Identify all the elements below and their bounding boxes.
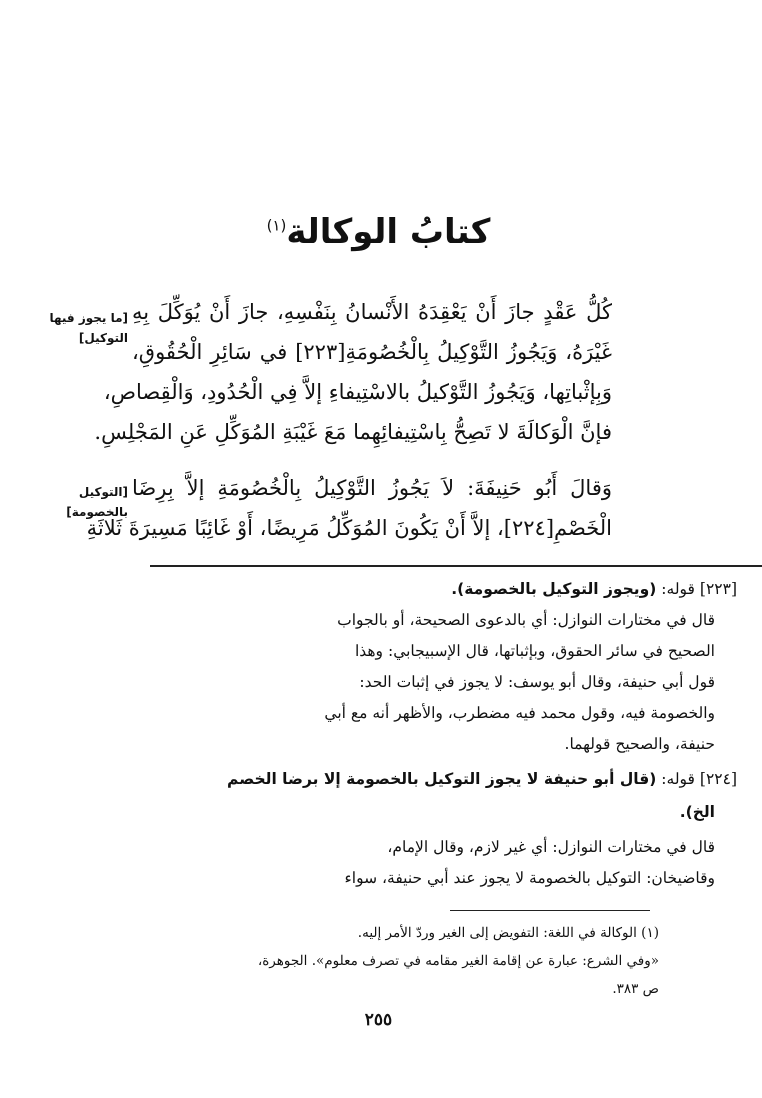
- footnote-ref: (١): [266, 216, 287, 235]
- commentary-heading: [٢٢٣] قوله: (ويجوز التوكيل بالخصومة).: [451, 580, 737, 598]
- margin-note-1: [ما يجوز فيها التوكيل]: [49, 311, 128, 345]
- footnote-line: (١) الوكالة في اللغة: التفويض إلى الغير وردّ الأمر إليه.: [357, 925, 659, 941]
- chapter-title: كتابُ الوكالة$^{(١)}$: [266, 212, 491, 252]
- commentary-line: قال في مختارات النوازل: أي بالدعوى الصحيحة، أو بالجواب: [337, 611, 715, 629]
- footnote-line: ص ٣٨٣.: [612, 981, 659, 997]
- commentary-line: الصحيح في سائر الحقوق، وبإثباتها، قال الإسبيجابي: وهذا: [354, 642, 715, 660]
- commentary-line: حنيفة، والصحيح قولهما.: [564, 735, 715, 753]
- main-text-line: الْخَصْمِ[٢٢٤]، إلاَّ أَنْ يَكُونَ المُوَكِّلُ مَرِيضًا، أَوْ غَائِبًا مَسِيرَةَ ثَلاثَةِ: [86, 516, 612, 540]
- main-text-line: وَقالَ أَبُو حَنِيفَةَ: لاَ يَجُوزُ التَّوْكِيلُ بِالْخُصُومَةِ إلاَّ بِرِضَا: [132, 476, 612, 500]
- footnote-line: «وفي الشرع: عبارة عن إقامة الغير مقامه في تصرف معلوم». الجوهرة،: [257, 953, 659, 969]
- main-text-line: غَيْرَهُ، وَيَجُوزُ التَّوْكِيلُ بِالْخُصُومَةِ[٢٢٣] في سَائِرِ الْحُقُوقِ،: [132, 340, 612, 364]
- main-text-line: فإنَّ الْوَكالَةَ لا تَصِحُّ بِاسْتِيفائِهِما مَعَ غَيْبَةِ المُوَكِّلِ عَنِ المَجْلِسِ.: [94, 420, 612, 444]
- commentary-line: وقاضيخان: التوكيل بالخصومة لا يجوز عند أبي حنيفة، سواء: [344, 869, 715, 887]
- page-number: ٢٥٥: [364, 1010, 393, 1030]
- margin-note-2: [التوكيل بالخصومة]: [66, 485, 128, 519]
- footnote-divider: [450, 910, 650, 911]
- commentary-line: والخصومة فيه، وقول محمد فيه مضطرب، والأظهر أنه مع أبي: [324, 704, 715, 722]
- commentary-heading: [٢٢٤] قوله: (قال أبو حنيفة لا يجوز التوكيل بالخصومة إلا برضا الخصم: [227, 770, 737, 788]
- commentary-line: قول أبي حنيفة، وقال أبو يوسف: لا يجوز في إثبات الحد:: [359, 673, 715, 691]
- main-text-line: كُلُّ عَقْدٍ جازَ أَنْ يَعْقِدَهُ الأَنْسانُ بِنَفْسِهِ، جازَ أَنْ يُوَكِّلَ بِهِ: [132, 300, 612, 324]
- commentary-line: الخ).: [679, 803, 715, 821]
- commentary-line: قال في مختارات النوازل: أي غير لازم، وقال الإمام،: [387, 838, 715, 856]
- main-text-line: وَبِإثْباتِها، وَيَجُوزُ التَّوْكيلُ بالاسْتِيفاءِ إلاَّ فِي الْحُدُودِ، وَالْقِصاصِ،: [103, 380, 612, 404]
- section-divider: [150, 565, 762, 567]
